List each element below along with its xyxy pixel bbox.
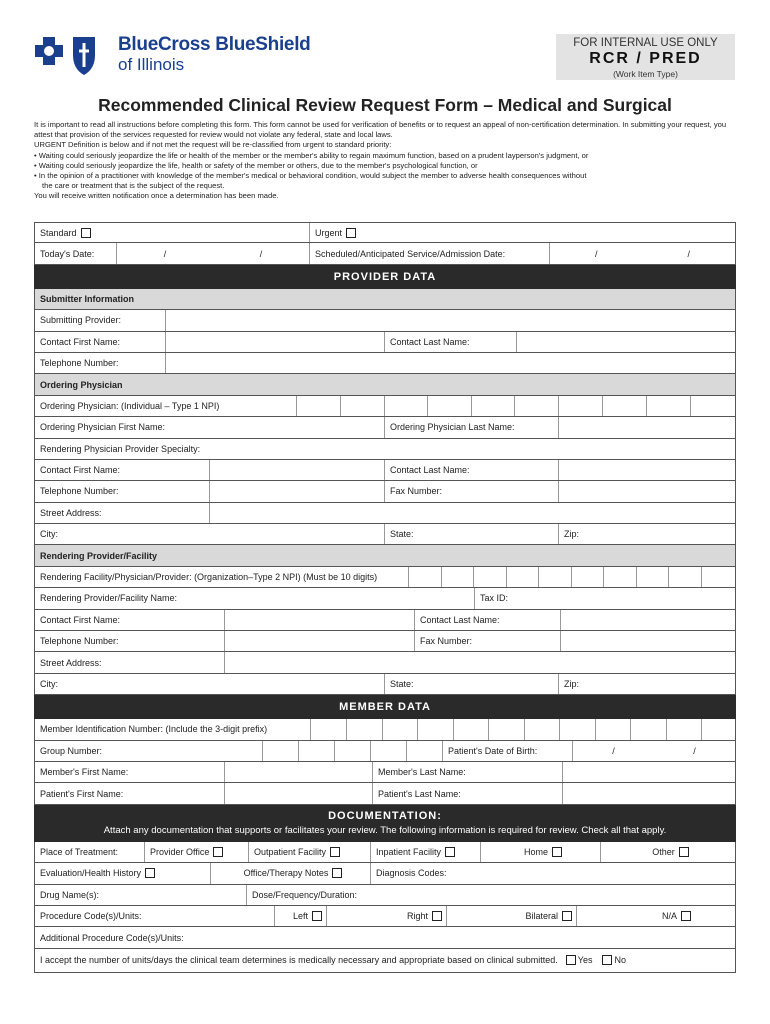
telephone-row: Telephone Number: [34, 353, 736, 374]
bilateral-checkbox[interactable] [562, 911, 572, 921]
standard-checkbox[interactable] [81, 228, 91, 238]
evaluation-row: Evaluation/Health History Office/Therapy Notes Diagnosis Codes: [34, 863, 736, 884]
home-checkbox[interactable] [552, 847, 562, 857]
standard-option[interactable]: Standard [35, 223, 310, 242]
office-therapy-option[interactable]: Office/Therapy Notes [211, 863, 371, 883]
additional-codes-row: Additional Procedure Code(s)/Units: [34, 927, 736, 948]
section-header: Rendering Provider/Facility [34, 545, 736, 566]
other-option[interactable]: Other [601, 842, 735, 862]
no-checkbox[interactable] [602, 955, 612, 965]
phone-fax-row: Telephone Number: Fax Number: [34, 631, 736, 652]
id-digit[interactable] [525, 719, 560, 739]
phone-fax-row: Telephone Number: Fax Number: [34, 481, 736, 502]
todays-date-label: Today's Date: [35, 243, 117, 263]
yes-checkbox[interactable] [566, 955, 576, 965]
drug-row: Drug Name(s): Dose/Frequency/Duration: [34, 885, 736, 906]
group-digit[interactable] [299, 741, 335, 761]
street-input[interactable] [225, 652, 735, 672]
eval-history-option[interactable]: Evaluation/Health History [35, 863, 211, 883]
eval-history-checkbox[interactable] [145, 868, 155, 878]
npi-digit[interactable] [409, 567, 442, 587]
request-form [34, 222, 736, 973]
npi-digit[interactable] [647, 396, 691, 416]
group-digit[interactable] [407, 741, 443, 761]
telephone-input[interactable] [210, 481, 385, 501]
npi-digit[interactable] [297, 396, 341, 416]
id-digit[interactable] [418, 719, 454, 739]
telephone-input[interactable] [225, 631, 415, 651]
office-therapy-checkbox[interactable] [332, 868, 342, 878]
telephone-input[interactable] [166, 353, 735, 373]
bilateral-option[interactable]: Bilateral [447, 906, 577, 926]
city-row: City: State: Zip: [34, 524, 736, 545]
npi-digit[interactable] [515, 396, 559, 416]
ordering-last-input[interactable] [559, 417, 735, 437]
right-option[interactable]: Right [327, 906, 447, 926]
facility-name-row: Rendering Provider/Facility Name: Tax ID: [34, 588, 736, 609]
outpatient-option[interactable]: Outpatient Facility [249, 842, 371, 862]
cross-icon [35, 37, 63, 65]
urgent-option[interactable]: Urgent [310, 223, 735, 242]
fax-input[interactable] [559, 481, 735, 501]
submitting-provider-input[interactable] [166, 310, 735, 330]
member-first-input[interactable] [225, 762, 373, 782]
shield-icon [73, 37, 95, 75]
id-digit[interactable] [383, 719, 418, 739]
id-digit[interactable] [454, 719, 489, 739]
home-option[interactable]: Home [481, 842, 601, 862]
patient-first-input[interactable] [225, 783, 373, 803]
bcbs-logo [33, 33, 113, 82]
contact-row: Contact First Name: Contact Last Name: [34, 460, 736, 481]
urgent-definition: URGENT Definition is below and if not met the request will be re-classified from urgent to standard priority: [34, 140, 392, 150]
urgent-bullet-cont: the care or treatment that is the subject of the request. [42, 181, 225, 191]
form-code: RCR / PRED [589, 50, 702, 67]
work-item-type: (Work Item Type) [613, 69, 678, 79]
group-digit[interactable] [371, 741, 407, 761]
section-header: Ordering Physician [34, 374, 736, 395]
priority-row [34, 222, 736, 243]
page-title: Recommended Clinical Review Request Form – Medical and Surgical [98, 95, 672, 115]
npi-digit[interactable] [572, 567, 604, 587]
provider-office-checkbox[interactable] [213, 847, 223, 857]
provider-data-header: PROVIDER DATA [34, 265, 736, 289]
contact-first-input[interactable] [210, 460, 385, 480]
ordering-name-row: Ordering Physician First Name: Ordering Physician Last Name: [34, 417, 736, 438]
na-option[interactable]: N/A [577, 906, 735, 926]
contact-last-input[interactable] [561, 610, 735, 630]
na-checkbox[interactable] [681, 911, 691, 921]
section-header: Submitter Information [34, 289, 736, 310]
street-row: Street Address: [34, 503, 736, 524]
brand-name: BlueCross BlueShield [118, 34, 311, 55]
inpatient-option[interactable]: Inpatient Facility [371, 842, 481, 862]
npi-digit[interactable] [691, 396, 735, 416]
member-data-header: MEMBER DATA [34, 695, 736, 719]
urgent-bullet: • In the opinion of a practitioner with knowledge of the member's medical or behavioral condition, would subject the member to adverse health consequences without [34, 171, 587, 181]
submitting-provider-row: Submitting Provider: [34, 310, 736, 331]
id-digit[interactable] [347, 719, 383, 739]
documentation-header: DOCUMENTATION: Attach any documentation that supports or facilitates your review. The following information is required for review. Check all that apply. [34, 805, 736, 842]
patient-name-row: Patient's First Name: Patient's Last Name: [34, 783, 736, 804]
contact-last-input[interactable] [517, 332, 735, 352]
id-digit[interactable] [631, 719, 667, 739]
brand-region: of Illinois [118, 55, 185, 74]
notification-note: You will receive written notification once a determination has been made. [34, 191, 279, 201]
npi-digit[interactable] [539, 567, 572, 587]
internal-use-box [556, 34, 735, 80]
instructions [34, 120, 739, 202]
dates-row [34, 243, 736, 264]
npi-digit[interactable] [603, 396, 647, 416]
npi-digit[interactable] [669, 567, 702, 587]
procedure-row: Procedure Code(s)/Units: Left Right Bilateral N/A [34, 906, 736, 927]
urgent-bullet: • Waiting could seriously jeopardize the life or health of the member or the member's ability to regain maximum function, based on a prudent layperson's judgment, or [34, 150, 589, 160]
npi-digit[interactable] [385, 396, 428, 416]
npi-digit[interactable] [472, 396, 515, 416]
contact-first-input[interactable] [166, 332, 385, 352]
npi-digit[interactable] [559, 396, 603, 416]
group-digit[interactable] [263, 741, 299, 761]
contact-row: Contact First Name: Contact Last Name: [34, 610, 736, 631]
contact-first-input[interactable] [225, 610, 415, 630]
dob-field[interactable]: / / [612, 745, 696, 756]
city-row: City: State: Zip: [34, 674, 736, 695]
left-option[interactable]: Left [275, 906, 327, 926]
npi-digit[interactable] [702, 567, 735, 587]
street-row: Street Address: [34, 652, 736, 673]
street-input[interactable] [210, 503, 735, 523]
group-dob-row: Group Number: Patient's Date of Birth: / / [34, 741, 736, 762]
npi-digit[interactable] [428, 396, 472, 416]
npi-digit[interactable] [604, 567, 637, 587]
npi-digit[interactable] [507, 567, 539, 587]
right-checkbox[interactable] [432, 911, 442, 921]
contact-last-input[interactable] [559, 460, 735, 480]
id-digit[interactable] [702, 719, 735, 739]
member-name-row: Member's First Name: Member's Last Name: [34, 762, 736, 783]
provider-office-option[interactable]: Provider Office [145, 842, 249, 862]
accept-statement: I accept the number of units/days the clinical team determines is medically necessary and appropriate based on clinical submitted. [40, 955, 558, 966]
npi-digit[interactable] [341, 396, 385, 416]
other-checkbox[interactable] [679, 847, 689, 857]
member-id-row: Member Identification Number: (Include the 3-digit prefix) [34, 719, 736, 740]
todays-date-field[interactable]: / / [117, 243, 310, 263]
left-checkbox[interactable] [312, 911, 322, 921]
id-digit[interactable] [560, 719, 596, 739]
internal-label: FOR INTERNAL USE ONLY [573, 37, 718, 49]
scheduled-date-field[interactable]: / / [594, 248, 690, 259]
npi-digit[interactable] [442, 567, 474, 587]
intro-paragraph: It is important to read all instructions before completing this form. This form cannot be used for verification of benefits or to request an appeal of non-certification determination. In submitting your request, you attest that provision of the services requested for review would not violate any federal, state and local laws. [34, 120, 727, 140]
id-digit[interactable] [667, 719, 702, 739]
urgent-bullet: • Waiting could seriously jeopardize the life, health or safety of the member or others, due to the member's psychological function, or [34, 160, 478, 170]
npi-digit[interactable] [474, 567, 507, 587]
ordering-npi-row: Ordering Physician: (Individual – Type 1 NPI) [34, 396, 736, 417]
member-last-input[interactable] [563, 762, 735, 782]
inpatient-checkbox[interactable] [445, 847, 455, 857]
accept-row: I accept the number of units/days the clinical team determines is medically necessary and appropriate based on clinical submitted. Yes No [34, 949, 736, 973]
specialty-row: Rendering Physician Provider Specialty: [34, 439, 736, 460]
place-of-treatment-row: Place of Treatment: Provider Office Outpatient Facility Inpatient Facility Home Other [34, 842, 736, 863]
contact-row: Contact First Name: Contact Last Name: [34, 332, 736, 353]
patient-last-input[interactable] [563, 783, 735, 803]
group-digit[interactable] [335, 741, 371, 761]
id-digit[interactable] [489, 719, 525, 739]
fax-input[interactable] [561, 631, 735, 651]
outpatient-checkbox[interactable] [330, 847, 340, 857]
facility-npi-row: Rendering Facility/Physician/Provider: (Organization–Type 2 NPI) (Must be 10 digits) [34, 567, 736, 588]
npi-digit[interactable] [637, 567, 669, 587]
id-digit[interactable] [311, 719, 347, 739]
id-digit[interactable] [596, 719, 631, 739]
urgent-checkbox[interactable] [346, 228, 356, 238]
scheduled-date-label: Scheduled/Anticipated Service/Admission Date: [310, 243, 550, 263]
